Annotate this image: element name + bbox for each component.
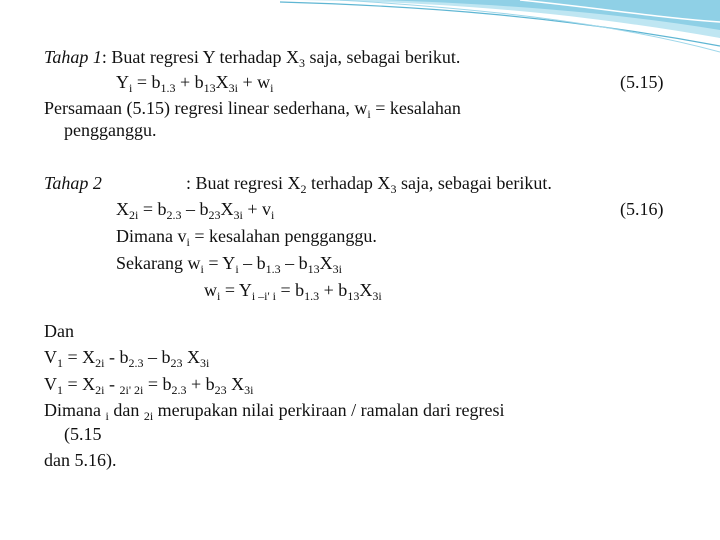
d2-s23b: 23 <box>214 383 227 397</box>
d1-b: = X <box>63 347 96 367</box>
t2-eq-s23: 2.3 <box>166 208 182 222</box>
d2-s23: 2.3 <box>171 383 187 397</box>
t2-w-si: i <box>217 289 221 303</box>
d1-e: X <box>182 347 200 367</box>
d3-s2: 2i <box>143 409 154 423</box>
t2-eq-b: = b <box>138 199 167 219</box>
t2-intro-a: : Buat regresi X <box>186 173 301 193</box>
equation-5-15 <box>116 72 274 95</box>
d1-s1: 1 <box>57 356 63 370</box>
tahap1-heading-line <box>44 47 461 70</box>
tahap1-intro-sub: 3 <box>298 56 305 70</box>
dan-line-1 <box>44 347 210 370</box>
dan-heading: Dan <box>44 321 74 341</box>
equation-number-5-15: (5.15) <box>620 72 664 92</box>
dan-line-5: dan 5.16). <box>44 450 117 470</box>
t2-w-s13: 1.3 <box>304 289 320 303</box>
eq-x-sub: 3i <box>228 81 238 95</box>
t2-intro-c: saja, sebagai berikut. <box>396 173 552 193</box>
tahap2-label <box>44 173 102 193</box>
t2-sek-e: X <box>319 253 333 273</box>
t2-eq-d: X <box>220 199 234 219</box>
t2-sek-si: i <box>200 262 204 276</box>
d2-s2i: 2i <box>95 383 105 397</box>
t2-dim-si: i <box>186 235 190 249</box>
d2-b: = X <box>63 374 96 394</box>
eq-w: + w <box>238 72 271 92</box>
equation-number-5-16: (5.16) <box>620 199 664 219</box>
d2-d: = b <box>143 374 172 394</box>
t2-eq-s3i: 3i <box>233 208 243 222</box>
equation-5-16 <box>116 199 275 222</box>
dan-line-2 <box>44 374 254 397</box>
eq-y-sub: i <box>129 81 133 95</box>
eq-w-sub: i <box>270 81 274 95</box>
d1-c: - b <box>104 347 129 367</box>
t2-w-sub: i –i' i <box>251 289 276 303</box>
t2-w-b: = Y <box>220 280 252 300</box>
t2-eq-c: – b <box>181 199 209 219</box>
t2-w-s3i: 3i <box>372 289 382 303</box>
t2-sek-s13: 1.3 <box>265 262 281 276</box>
t2-sek-si2: i <box>235 262 239 276</box>
d2-s1: 1 <box>57 383 63 397</box>
d2-s2: 2i' 2i <box>119 383 144 397</box>
tahap2-w-equation <box>204 280 382 303</box>
t2-eq-e: + v <box>242 199 271 219</box>
t2-w-s13b: 13 <box>347 289 360 303</box>
d2-s3i: 3i <box>244 383 254 397</box>
t2-sek-c: – b <box>238 253 266 273</box>
d3-s1: i <box>105 409 109 423</box>
tahap2-sekarang <box>116 253 342 276</box>
t2-sek-s13b: 13 <box>307 262 320 276</box>
t2-eq-s2i: 2i <box>129 208 139 222</box>
dan-line-4: (5.15 <box>64 424 102 444</box>
tahap1-label: Tahap 1 <box>44 47 102 67</box>
t2-w-e: X <box>359 280 373 300</box>
d2-c: - <box>104 374 120 394</box>
tahap2-intro <box>186 173 552 196</box>
eq-b-sub: 1.3 <box>160 81 176 95</box>
t2-intro-sub2: 3 <box>390 182 397 196</box>
desc-a: Persamaan (5.15) regresi linear sederhana, w <box>44 98 368 118</box>
d1-s23: 2.3 <box>128 356 144 370</box>
d2-f: X <box>226 374 245 394</box>
eq-plus-b: + b <box>175 72 204 92</box>
t2-eq-a: X <box>116 199 129 219</box>
t2-dim-b: = kesalahan pengganggu. <box>189 226 377 246</box>
tahap2-dimana <box>116 226 377 249</box>
t2-w-d: + b <box>319 280 348 300</box>
t2-w-a: w <box>204 280 217 300</box>
t2-intro-b: terhadap X <box>306 173 391 193</box>
d1-a: V <box>44 347 57 367</box>
t2-w-c: = b <box>276 280 305 300</box>
d2-e: + b <box>186 374 215 394</box>
d2-a: V <box>44 374 57 394</box>
d1-s2i: 2i <box>95 356 105 370</box>
d3-c: merupakan nilai perkiraan / ramalan dari regresi <box>153 400 505 420</box>
d1-s3i: 3i <box>200 356 210 370</box>
dan-line-3 <box>44 400 505 423</box>
t2-intro-sub1: 2 <box>300 182 307 196</box>
d1-d: – b <box>143 347 171 367</box>
desc-sub: i <box>367 107 371 121</box>
tahap1-description-cont: pengganggu. <box>64 120 157 140</box>
t2-sek-s3i: 3i <box>332 262 342 276</box>
tahap1-intro-b: saja, sebagai berikut. <box>304 47 461 67</box>
t2-eq-s23b: 23 <box>208 208 221 222</box>
t2-eq-si: i <box>271 208 275 222</box>
t2-dim-a: Dimana v <box>116 226 187 246</box>
eq-x: X <box>215 72 229 92</box>
t2-sek-a: Sekarang w <box>116 253 201 273</box>
d3-b: dan <box>108 400 144 420</box>
tahap1-intro-a: : Buat regresi Y terhadap X <box>101 47 299 67</box>
desc-b: = kesalahan <box>370 98 461 118</box>
t2-sek-d: – b <box>280 253 308 273</box>
eq-y: Y <box>116 72 129 92</box>
tahap2-label-text: Tahap 2 <box>44 173 102 193</box>
d1-s23b: 23 <box>170 356 183 370</box>
tahap1-description <box>44 98 461 121</box>
d3-a: Dimana <box>44 400 106 420</box>
t2-sek-b: = Y <box>203 253 236 273</box>
eq-b: = b <box>132 72 161 92</box>
eq-b13-sub: 13 <box>203 81 216 95</box>
